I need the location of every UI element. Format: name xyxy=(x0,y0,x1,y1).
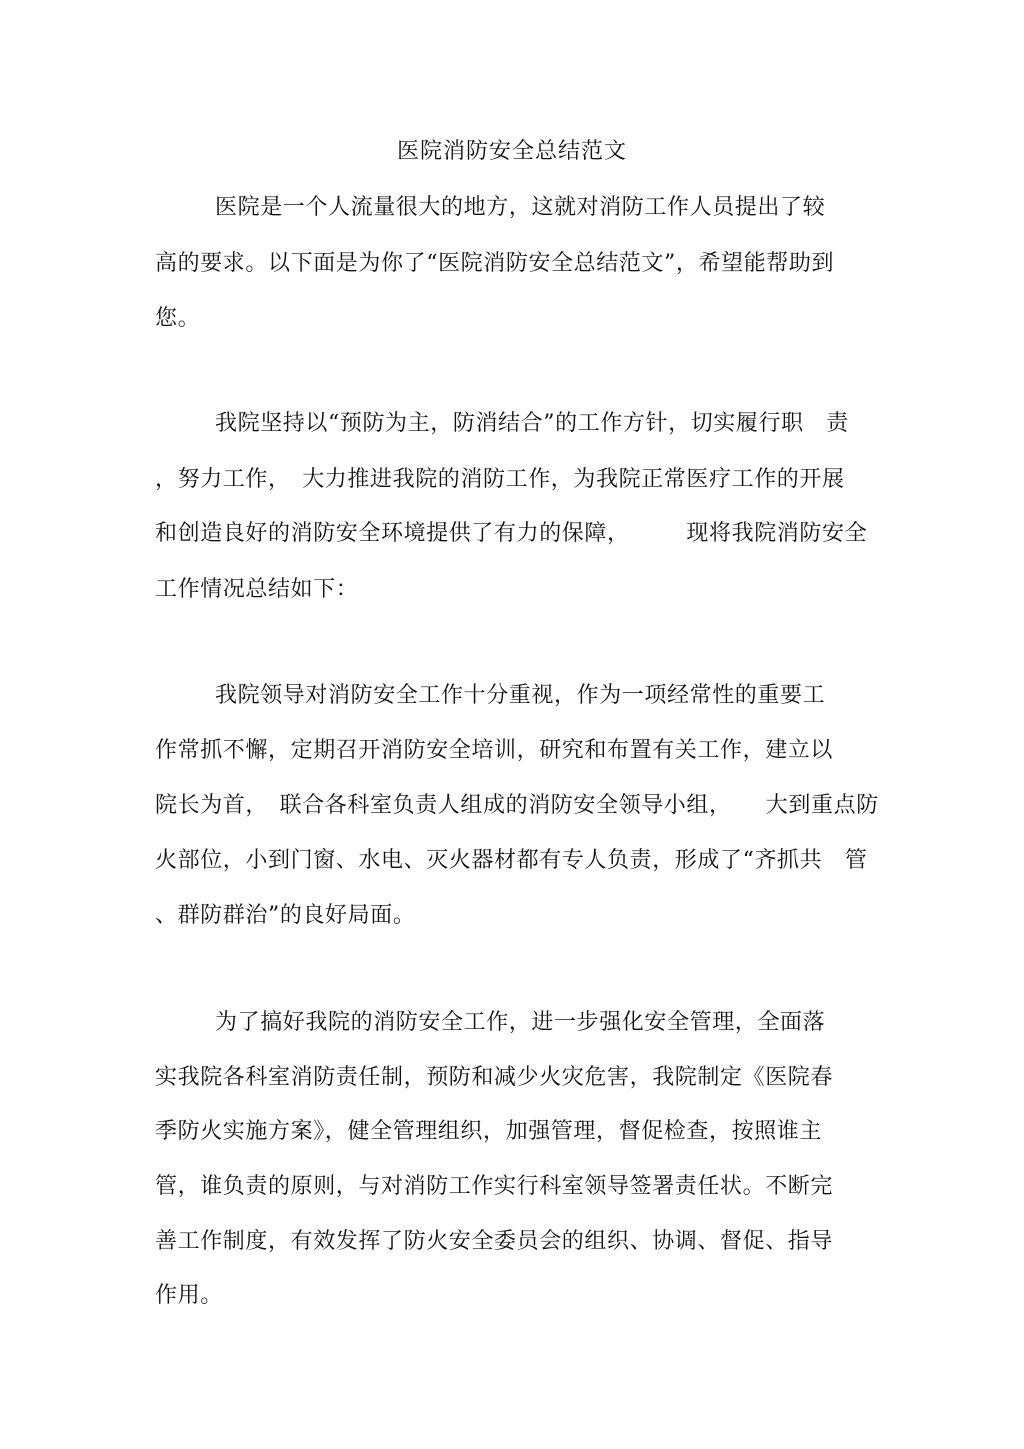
paragraph-2-line-3: 和创造良好的消防安全环境提供了有力的保障， 现将我院消防安全 xyxy=(155,521,868,546)
paragraph-3-line-5: 、群防群治”的良好局面。 xyxy=(155,903,416,928)
paragraph-4-line-5: 善工作制度，有效发挥了防火安全委员会的组织、协调、督促、指导 xyxy=(155,1229,834,1254)
paragraph-1-line-2: 高的要求。以下面是为你了“医院消防安全总结范文”，希望能帮助到 xyxy=(155,251,835,276)
document-title: 医院消防安全总结范文 xyxy=(396,139,627,164)
paragraph-4-line-3: 季防火实施方案》，健全管理组织，加强管理，督促检查，按照谁主 xyxy=(155,1119,823,1144)
paragraph-2-line-2: ，努力工作， 大力推进我院的消防工作，为我院正常医疗工作的开展 xyxy=(155,467,845,492)
paragraph-2-line-1: 我院坚持以“预防为主，防消结合”的工作方针，切实履行职 责 xyxy=(215,411,849,436)
paragraph-4-line-2: 实我院各科室消防责任制，预防和减少火灾危害，我院制定《医院春 xyxy=(155,1065,834,1090)
paragraph-4-line-4: 管，谁负责的原则，与对消防工作实行科室领导签署责任状。不断完 xyxy=(155,1174,834,1199)
paragraph-3-line-4: 火部位，小到门窗、水电、灭火器材都有专人负责，形成了“齐抓共 管 xyxy=(155,848,868,873)
paragraph-4-line-1: 为了搞好我院的消防安全工作，进一步强化安全管理，全面落 xyxy=(215,1010,826,1035)
paragraph-3-line-3: 院长为首， 联合各科室负责人组成的消防安全领导小组， 大到重点防 xyxy=(155,793,879,818)
paragraph-3-line-2: 作常抓不懈，定期召开消防安全培训，研究和布置有关工作，建立以 xyxy=(155,738,834,763)
paragraph-2-line-4: 工作情况总结如下： xyxy=(155,577,359,602)
paragraph-1-line-1: 医院是一个人流量很大的地方，这就对消防工作人员提出了较 xyxy=(215,195,826,220)
paragraph-1-line-3: 您。 xyxy=(155,306,201,331)
paragraph-3-line-1: 我院领导对消防安全工作十分重视，作为一项经常性的重要工 xyxy=(215,683,826,708)
paragraph-4-line-6: 作用。 xyxy=(155,1283,223,1308)
